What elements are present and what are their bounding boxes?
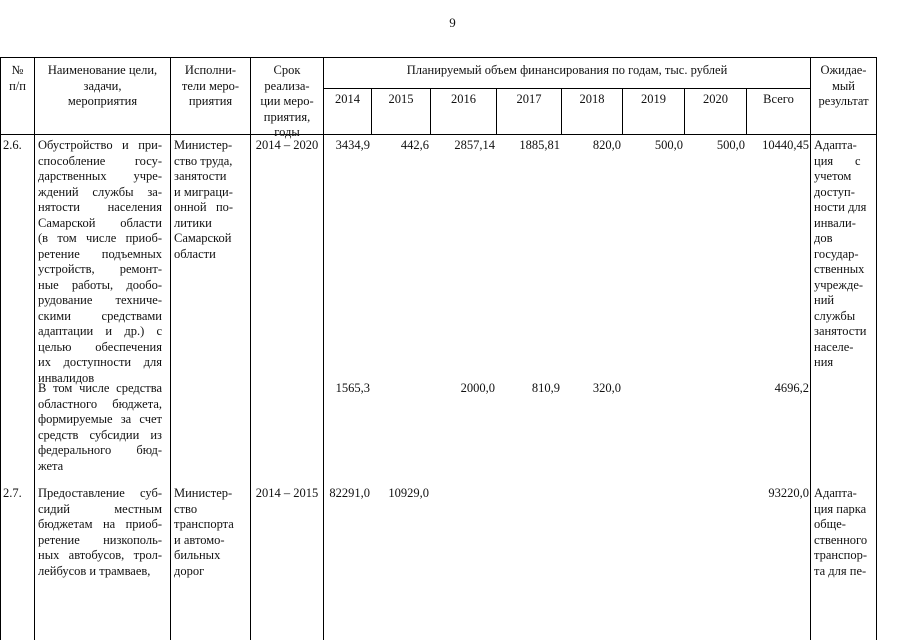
row-name-line: сидий местным [38,501,162,516]
row-name-line: нятости населения [38,200,162,214]
row-name-line: инвалидов [38,370,95,385]
row-executor-line: Министер- [174,138,233,152]
row-value-cell: 500,0 [716,138,745,152]
header-executors: Исполни- тели меро- приятия [181,63,240,108]
row-executor-line: бильных [174,548,221,562]
row-executor-line: и миграци- [174,184,233,199]
row-name-line: их доступности для [38,355,162,369]
row-name-line: ждений службы за- [38,184,162,199]
row-number: 2.7. [3,486,22,500]
row-value-cell: 3434,9 [335,138,370,152]
header-year-2014: 2014 [335,92,360,106]
row-executor-line: Самарской [174,231,232,245]
row-executor-line: онной по- [174,200,234,214]
row-name-line: скими средствами [38,308,162,323]
row-result-line: Адапта- [814,486,857,500]
row-value-cell: 1885,81 [519,138,560,152]
row-name-line: средств субсидии из [38,427,162,442]
row-name-line: (в том числе приоб- [38,231,162,245]
row-name-line: Самарской области [38,215,162,230]
row-value-cell: 1565,3 [335,381,370,395]
row-result-line: ния [814,355,834,369]
header-num: № п/п [9,63,26,93]
row-name-line: адаптации и др.) с [38,324,162,338]
row-name-line: рудование техниче- [38,293,162,307]
row-result-line: ний [814,293,835,307]
row-value-cell: 2857,14 [454,138,495,152]
row-executor-line: ство труда, [174,153,233,168]
row-value-cell: 320,0 [592,381,621,395]
row-term: 2014 – 2015 [255,486,319,500]
row-value-cell: 442,6 [400,138,429,152]
row-executor-line: дорог [174,563,205,578]
row-value-cell: 4696,2 [774,381,809,395]
header-name: Наименование цели, задачи, мероприятия [47,63,158,108]
row-executor-line: ство [174,501,198,516]
header-year-2016: 2016 [451,92,476,106]
row-name-line: способление госу- [38,153,162,168]
row-executor-line: и автомо- [174,532,225,547]
row-executor-line: Министер- [174,486,233,500]
row-value-cell: 810,9 [531,381,560,395]
row-value-cell: 500,0 [654,138,683,152]
header-year-2020: 2020 [703,92,728,106]
header-year-2017: 2017 [516,92,542,106]
row-name-line: В том числе средства [38,381,162,395]
row-value-cell: 10440,45 [762,138,809,152]
page-number: 9 [449,15,456,30]
row-result-line: Адапта- [814,138,857,152]
row-number: 2.6. [3,138,22,152]
row-name-line: целью обеспечения [38,339,162,354]
row-name-line: Предоставление суб- [38,486,162,500]
row-result-line: инвали- [814,215,856,230]
row-name-line: ных автобусов, трол- [38,548,162,562]
row-result-line: ности для [814,200,867,214]
row-result-line: ция с [814,153,861,168]
row-name-line: ретение низкополь- [38,532,162,547]
row-result-line: обще- [814,517,846,531]
row-result-line: доступ- [814,184,855,199]
row-executor-line: занятости [174,169,227,183]
header-financing: Планируемый объем финансирования по годам, тыс. рублей [406,63,728,77]
row-name-line: областного бюджета, [38,396,162,411]
row-result-line: ственных [814,262,865,276]
header-total: Всего [763,92,794,106]
row-result-line: та для пе- [814,563,867,578]
row-term: 2014 – 2020 [255,138,319,152]
row-result-line: населе- [814,339,854,354]
row-result-line: учетом [814,169,852,183]
row-result-line: дов [814,231,833,245]
header-term: Срок реализа- ции меро- приятия, годы [260,63,314,139]
row-value-cell: 2000,0 [460,381,495,395]
row-result-line: ственного [814,532,868,547]
row-name-line: устройств, ремонт- [38,262,162,276]
row-name-line: бюджетам на приоб- [38,517,162,531]
row-name-line: ретение подъемных [38,246,162,261]
row-result-line: учрежде- [814,277,864,292]
row-name-line: Обустройство и при- [38,138,162,152]
row-name-line: формируемые за счет [38,412,162,426]
row-name-line: дарственных учре- [38,169,162,183]
header-result: Ожидае- мый результат [818,63,869,108]
row-executor-line: транспорта [174,517,234,531]
row-result-line: занятости [814,324,867,338]
row-name-line: ные работы, дообо- [38,277,162,292]
row-value-cell: 10929,0 [388,486,429,500]
header-year-2018: 2018 [579,92,605,106]
row-result-line: государ- [814,246,859,261]
row-executor-line: области [174,246,216,261]
row-value-cell: 82291,0 [329,486,370,500]
row-value-cell: 93220,0 [768,486,809,500]
row-result-line: транспор- [814,548,868,562]
header-year-2019: 2019 [641,92,666,106]
row-result-line: ция парка [814,501,867,516]
row-result-line: службы [814,308,856,323]
row-value-cell: 820,0 [592,138,621,152]
row-executor-line: литики [174,215,212,230]
row-name-line: жета [38,458,64,473]
row-name-line: лейбусов и трамваев, [38,563,151,578]
row-name-line: федерального бюд- [38,443,162,457]
header-year-2015: 2015 [388,92,414,106]
